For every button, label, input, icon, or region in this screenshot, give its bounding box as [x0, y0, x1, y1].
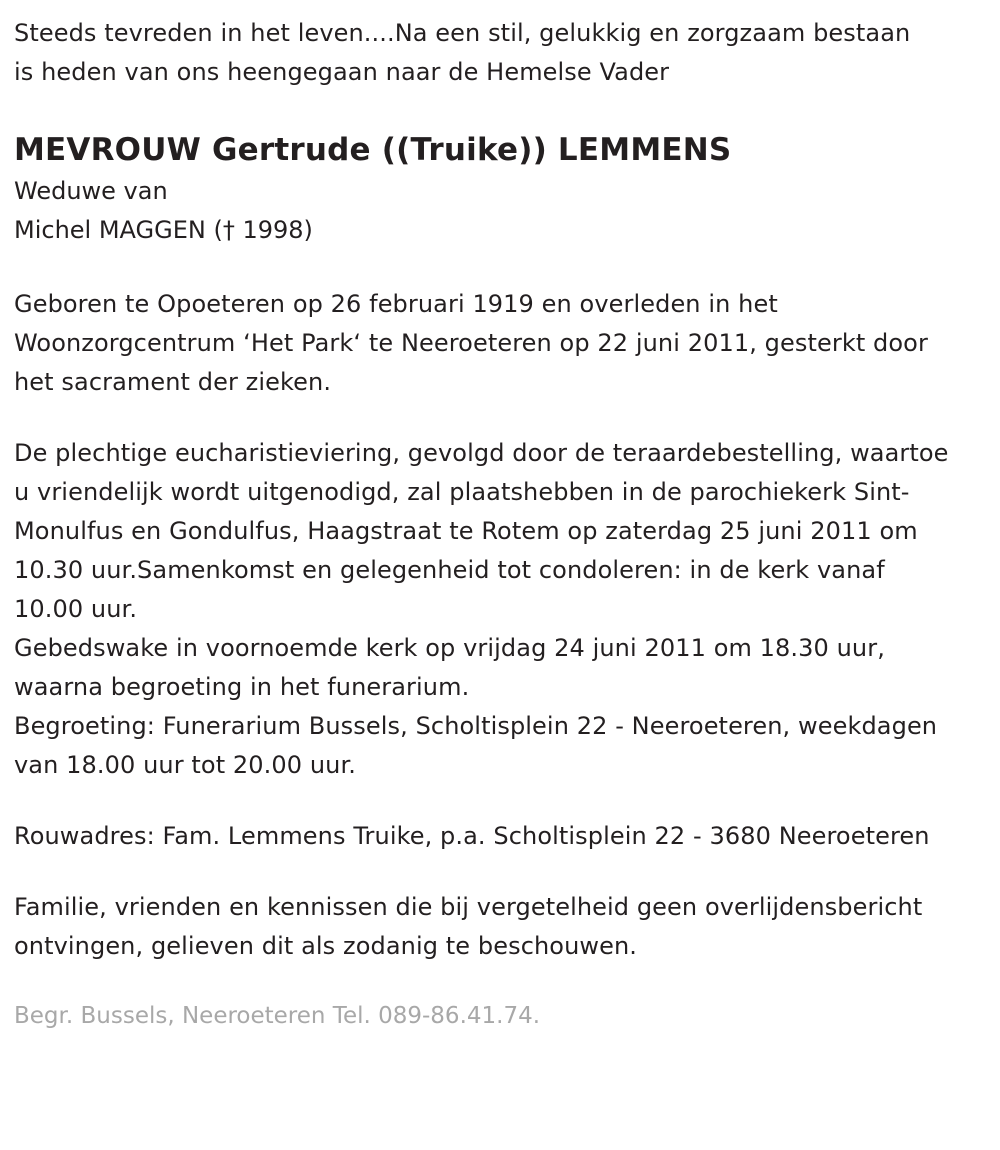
birth-death-paragraph: Geboren te Opoeteren op 26 februari 1919 en overleden in het Woonzorgcentrum ‘Het Park‘ te Neeroeteren op 22 juni 2011, gesterkt door het sacrament der zieken. [14, 290, 928, 396]
spacer [14, 856, 960, 888]
intro-line-2: is heden van ons heengegaan naar de Hemelse Vader [14, 58, 670, 86]
relation-label: Weduwe van [14, 177, 168, 205]
greeting-paragraph: Begroeting: Funerarium Bussels, Scholtisplein 22 - Neeroeteren, weekdagen van 18.00 uur tot 20.00 uur. [14, 712, 938, 779]
deceased-name: MEVROUW Gertrude ((Truike)) LEMMENS [14, 132, 732, 168]
intro-line-1: Steeds tevreden in het leven....Na een stil, gelukkig en zorgzaam bestaan [14, 19, 911, 47]
notice-paragraph: Familie, vrienden en kennissen die bij vergetelheid geen overlijdensbericht ontvingen, gelieven dit als zodanig te beschouwen. [14, 893, 923, 960]
mourning-address-paragraph: Rouwadres: Fam. Lemmens Truike, p.a. Scholtisplein 22 - 3680 Neeroeteren [14, 822, 930, 850]
vigil-paragraph: Gebedswake in voornoemde kerk op vrijdag 24 juni 2011 om 18.30 uur, waarna begroeting in het funerarium. [14, 634, 885, 701]
spacer [14, 966, 960, 998]
undertaker-footer: Begr. Bussels, Neeroeteren Tel. 089-86.41.74. [14, 1003, 541, 1029]
spacer [14, 402, 960, 434]
spacer [14, 250, 960, 285]
spacer [14, 785, 960, 817]
spouse-line: Michel MAGGEN († 1998) [14, 216, 313, 244]
ceremony-paragraph: De plechtige eucharistieviering, gevolgd door de teraardebestelling, waartoe u vriendelijk wordt uitgenodigd, zal plaatshebben in de parochiekerk Sint-Monulfus en Gondulfus, Haagstraat te Rotem op zaterdag 25 juni 2011 om 10.30 uur.Samenkomst en gelegenheid tot condoleren: in de kerk vanaf 10.00 uur. [14, 439, 949, 623]
